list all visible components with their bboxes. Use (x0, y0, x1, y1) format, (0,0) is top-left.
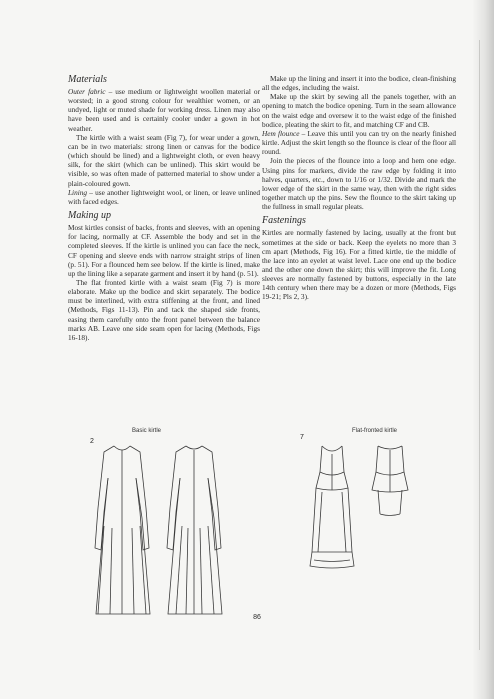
hem-flounce-paragraph (262, 129, 456, 156)
lining-insert-paragraph: Make up the lining and insert it into the bodice, clean-finishing all the edges, including the waist. (262, 74, 456, 93)
making-up-heading: Making up (68, 210, 112, 222)
fastenings-paragraph: Kirtles are normally fastened by lacing, usually at the front but sometimes at the side or back. Keep the eyelets no more than 3 cm apart (Methods, Fig 16). For a fitted kirtle, tie the middle of the lace into an eyelet at waist level. Lace one end up the bodice and the other one down the skirt; this will improve the fit. Long sleeves are normally fastened by buttons, especially in the late 14th century when there may be a dozen or more (Methods, Figs 19-21; Pls 2, 3). (262, 228, 456, 302)
fig7-number: 7 (300, 434, 304, 441)
fastenings-heading: Fastenings (262, 215, 306, 227)
materials-heading: Materials (68, 74, 107, 85)
join-flounce-paragraph: Join the pieces of the flounce into a loop and hem one edge. Using pins for markers, divide the raw edge by folding it into halves, quarters, etc., down to 1/16 or 1/32. Divide and mark the lower edge of the skirt in the same way, then with the right sides together match up the pins. Sew the flounce to the skirt taking up the fullness in small regular pleats. (262, 156, 456, 212)
flat-fronted-kirtle-illustration (308, 442, 448, 572)
page-edge-line (479, 40, 480, 650)
fig2-label: Basic kirtle (132, 428, 162, 434)
flat-fronted-paragraph: The flat fronted kirtle with a waist seam (Fig 7) is more elaborate. Make up the bodice and skirt separately. The bodice must be interlined, with extra stiffening at the front, and lined (Methods, Figs 11-13). Pin and tack the shaped side fronts, easing them carefully onto the front panel between the balance marks AB. Leave one side seam open for lacing (Methods, Figs 16-18). (68, 277, 260, 342)
skirt-paragraph: Make up the skirt by sewing all the panels together, with an opening to match the bodice opening. Turn in the seam allowance on the waist edge and oversew it to the waist edge of the finished bodice, pleating the skirt to fit, and matching CF and CB. (262, 92, 456, 129)
fig2-number: 2 (90, 438, 94, 445)
page-edge-shadow (472, 0, 494, 699)
page-number: 86 (253, 614, 261, 621)
lining-paragraph (68, 188, 260, 206)
outer-fabric-paragraph (68, 87, 260, 133)
hem-flounce-lead: Hem flounce (262, 128, 300, 138)
left-column (68, 74, 260, 342)
outer-fabric-text: – use medium or lightweight woollen material or worsted; in a good strong colour for wealthier women, or an undyed, light or muted shade for working dress. Linen may also have been used and is certainly cooler under a gown in hot weather. (68, 87, 260, 133)
making-up-paragraph: Most kirtles consist of backs, fronts and sleeves, with an opening for lacing, normally at CF. Assemble the body and set in the completed sleeves. If the kirtle is unlined you can face the neck, CF opening and sleeve ends with narrow straight strips of linen (p. 51). For a flounced hem see below. If the kirtle is lined, make up the lining like a separate garment and insert it by hand (p. 51). (68, 223, 260, 278)
waist-seam-paragraph: The kirtle with a waist seam (Fig 7), for wear under a gown, can be in two materials: strong linen or canvas for the bodice (which should be lined) and a lightweight cloth, or even heavy silk, for the skirt (which can be unlined). This skirt would be visible, so was often made of patterned material to show under a plain-coloured gown. (68, 132, 260, 188)
hem-flounce-text: – Leave this until you can try on the nearly finished kirtle. Adjust the skirt length so the flounce is clear of the floor all round. (262, 128, 456, 157)
fig7-label: Flat-fronted kirtle (352, 428, 398, 434)
right-column (262, 74, 456, 302)
basic-kirtle-illustration (90, 438, 240, 618)
outer-fabric-lead: Outer fabric (68, 87, 106, 96)
lining-lead: Lining (68, 187, 88, 197)
lining-text: – use another lightweight wool, or linen, or leave unlined with faced edges. (68, 187, 260, 206)
